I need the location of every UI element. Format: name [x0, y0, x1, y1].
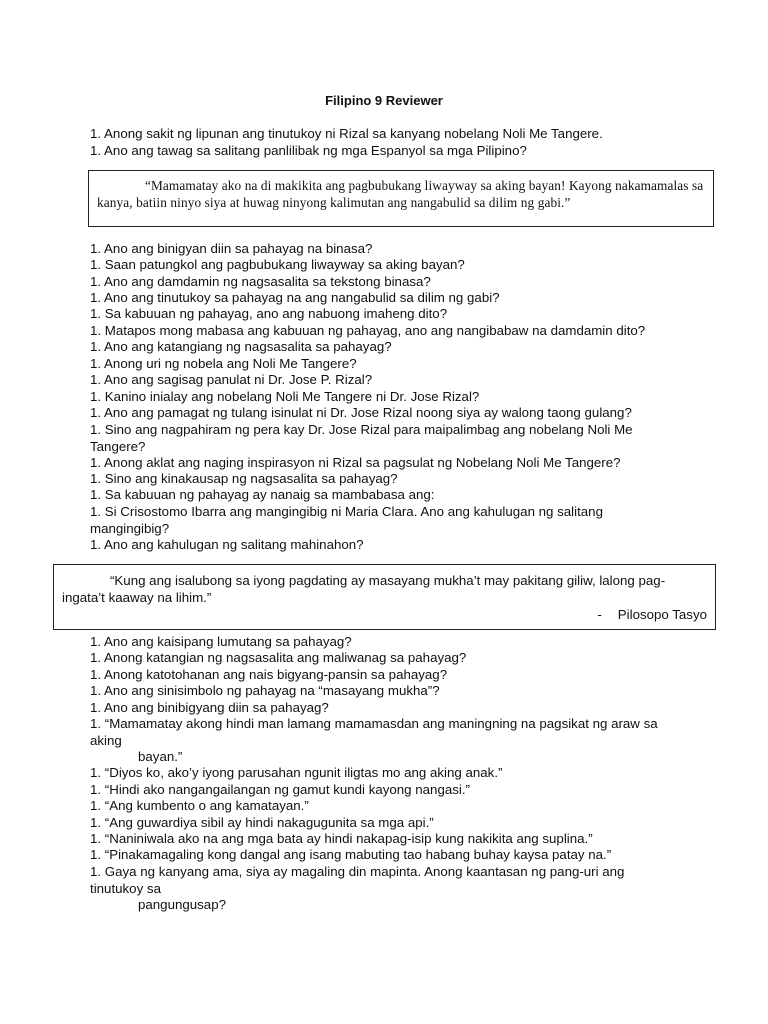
question-item: 1. Anong katangian ng nagsasalita ang maliwanag sa pahayag?: [90, 650, 467, 665]
quote-box-pilosopo-tasyo: [53, 564, 716, 630]
question-item: 1. “Ang kumbento o ang kamatayan.”: [90, 798, 309, 813]
question-item: 1. Ano ang damdamin ng nagsasalita sa tekstong binasa?: [90, 274, 431, 289]
question-item: 1. Ano ang pamagat ng tulang isinulat ni Dr. Jose Rizal noong siya ay walong taong gulang?: [90, 405, 632, 420]
question-item: 1. Sino ang nagpahiram ng pera kay Dr. Jose Rizal para maipalimbag ang nobelang Noli Me Tangere?: [90, 422, 633, 454]
quote-text: “Mamamatay ako na di makikita ang pagbubukang liwayway sa aking bayan! Kayong nakamamalas sa kanya, batiin ninyo siya at huwag ninyong kalimutan ang nangabulid sa dilim ng gabi.”: [97, 178, 704, 210]
question-item: 1. “Naniniwala ako na ang mga bata ay hindi nakapag-isip kung nakikita ang suplina.”: [90, 831, 593, 846]
quote-box-rizal: [88, 170, 714, 227]
question-item: 1. Matapos mong mabasa ang kabuuan ng pahayag, ano ang nangibabaw na damdamin dito?: [90, 323, 646, 338]
question-item: 1. Ano ang katangiang ng nagsasalita sa pahayag?: [90, 339, 392, 354]
question-item: 1. Ano ang sinisimbolo ng pahayag na “masayang mukha”?: [90, 683, 440, 698]
question-item: 1. “Ang guwardiya sibil ay hindi nakagugunita sa mga api.”: [90, 815, 434, 830]
question-item: 1. Anong aklat ang naging inspirasyon ni Rizal sa pagsulat ng Nobelang Noli Me Tangere?: [90, 455, 621, 470]
question-item: 1. Kanino inialay ang nobelang Noli Me Tangere ni Dr. Jose Rizal?: [90, 389, 480, 404]
question-item: 1. “Mamamatay akong hindi man lamang mamamasdan ang maningning na pagsikat ng araw sa aking: [90, 716, 658, 748]
quote-attribution: [597, 607, 707, 622]
question-item: 1. Sa kabuuan ng pahayag ay nanaig sa mambabasa ang:: [90, 487, 435, 502]
question-item: 1. Ano ang kahulugan ng salitang mahinahon?: [90, 537, 364, 552]
question-item: 1. “Pinakamagaling kong dangal ang isang mabuting tao habang buhay kaysa patay na.”: [90, 847, 612, 862]
question-item: 1. Sino ang kinakausap ng nagsasalita sa pahayag?: [90, 471, 398, 486]
question-item-continuation: bayan.”: [138, 749, 183, 764]
quote-text: “Kung ang isalubong sa iyong pagdating ay masayang mukha’t may pakitang giliw, lalong pag-ingata’t kaaway na lihim.”: [62, 573, 666, 605]
question-item: 1. Sa kabuuan ng pahayag, ano ang nabuong imaheng dito?: [90, 306, 448, 321]
question-item: 1. Ano ang tinutukoy sa pahayag na ang nangabulid sa dilim ng gabi?: [90, 290, 500, 305]
question-item: 1. Saan patungkol ang pagbubukang liwayway sa aking bayan?: [90, 257, 465, 272]
question-item: 1. “Diyos ko, ako’y iyong parusahan ngunit iligtas mo ang aking anak.”: [90, 765, 503, 780]
quote-author: Pilosopo Tasyo: [617, 607, 707, 622]
question-item: 1. Anong katotohanan ang nais bigyang-pansin sa pahayag?: [90, 667, 448, 682]
attribution-dash: -: [597, 607, 602, 622]
question-item: 1. Ano ang kaisipang lumutang sa pahayag?: [90, 634, 352, 649]
page-title: Filipino 9 Reviewer: [325, 93, 443, 108]
question-item-continuation: pangungusap?: [138, 897, 226, 912]
question-item: 1. Anong uri ng nobela ang Noli Me Tangere?: [90, 356, 357, 371]
question-item: 1. Anong sakit ng lipunan ang tinutukoy ni Rizal sa kanyang nobelang Noli Me Tangere.: [90, 126, 603, 141]
question-item: 1. Gaya ng kanyang ama, siya ay magaling din mapinta. Anong kaantasan ng pang-uri ang tinutukoy sa: [90, 864, 625, 896]
question-item: 1. “Hindi ako nangangailangan ng gamut kundi kayong nangasi.”: [90, 782, 470, 797]
question-item: 1. Ano ang binibigyang diin sa pahayag?: [90, 700, 329, 715]
question-item: 1. Si Crisostomo Ibarra ang mangingibig ni Maria Clara. Ano ang kahulugan ng salitang mangingibig?: [90, 504, 603, 536]
question-item: 1. Ano ang sagisag panulat ni Dr. Jose P. Rizal?: [90, 372, 373, 387]
question-item: 1. Ano ang tawag sa salitang panlilibak ng mga Espanyol sa mga Pilipino?: [90, 143, 527, 158]
question-item: 1. Ano ang binigyan diin sa pahayag na binasa?: [90, 241, 373, 256]
